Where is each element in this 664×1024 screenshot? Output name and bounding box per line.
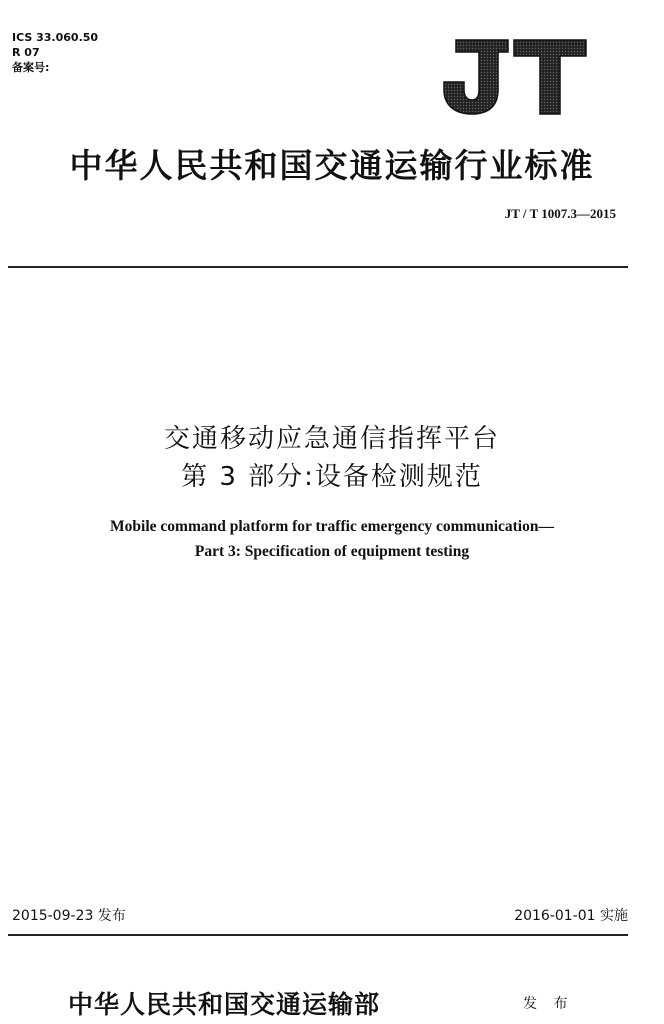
en-title-line1: Mobile command platform for traffic emergency communication— xyxy=(110,518,554,535)
record-label: 备案号: xyxy=(12,61,50,74)
cn-title-line1: 交通移动应急通信指挥平台 xyxy=(163,424,500,454)
standard-code: JT / T 1007.3—2015 xyxy=(504,206,616,221)
publisher-action: 发 布 xyxy=(523,996,574,1012)
class-code: R 07 xyxy=(12,46,40,59)
ics-code: ICS 33.060.50 xyxy=(12,31,99,44)
en-title-line2: Part 3: Specification of equipment testing xyxy=(194,543,470,560)
standard-category: 中华人民共和国交通运输行业标准 xyxy=(69,146,595,185)
classification-block xyxy=(12,30,98,75)
issue-date: 2015-09-23 发布 xyxy=(12,908,126,924)
cn-title-line2: 第 3 部分:设备检测规范 xyxy=(181,462,483,492)
top-divider xyxy=(8,266,628,268)
jt-logo xyxy=(438,38,588,116)
bottom-divider xyxy=(8,934,628,936)
implement-date: 2016-01-01 实施 xyxy=(514,908,628,924)
publisher-name: 中华人民共和国交通运输部 xyxy=(68,990,381,1019)
